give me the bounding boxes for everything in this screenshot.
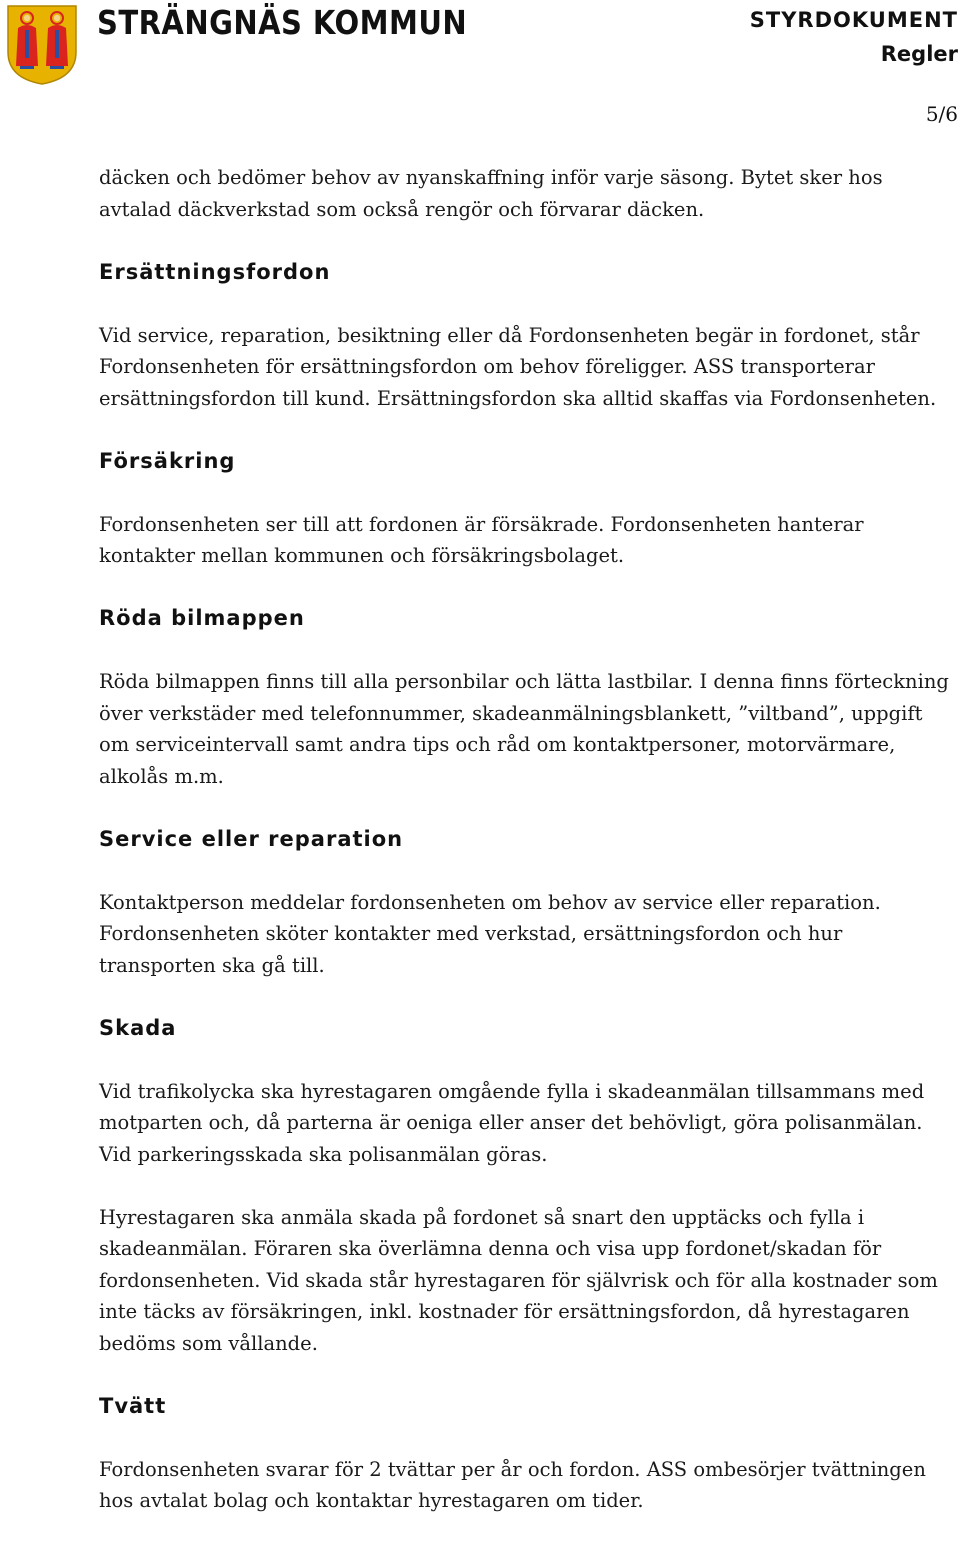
- section-paragraph: Röda bilmappen finns till alla personbilar och lätta lastbilar. I denna finns förteckning över verkstäder med telefonnummer, skadeanmälningsblankett, ”viltband”, uppgift om serviceintervall samt andra tips och råd om kontaktpersoner, motorvärmare, alkolås m.m.: [99, 670, 949, 788]
- section-heading: Tvätt: [99, 1393, 167, 1418]
- intro-paragraph: däcken och bedömer behov av nyanskaffning inför varje säsong. Bytet sker hos avtalad däckverkstad som också rengör och förvarar däcken.: [99, 166, 883, 221]
- document-subtype: Regler: [880, 42, 958, 66]
- section-forsakring: [99, 446, 957, 572]
- section-paragraph: Fordonsenheten ser till att fordonen är försäkrade. Fordonsenheten hanterar kontakter mellan kommunen och försäkringsbolaget.: [99, 512, 864, 567]
- org-name: STRÄNGNÄS KOMMUN: [97, 3, 468, 42]
- document-type: STYRDOKUMENT: [749, 8, 958, 32]
- section-roda-bilmappen: [99, 603, 957, 792]
- page-number: 5/6: [925, 102, 958, 126]
- section-heading: Service eller reparation: [99, 826, 404, 851]
- coat-of-arms-logo: [6, 4, 78, 86]
- section-heading: Skada: [99, 1015, 177, 1040]
- section-skada: [99, 1013, 957, 1360]
- section-tvatt: [99, 1391, 957, 1517]
- document-body: [99, 162, 957, 1517]
- section-heading: Försäkring: [99, 448, 236, 473]
- section-ersattningsfordon: [99, 257, 957, 415]
- section-paragraph: Hyrestagaren ska anmäla skada på fordonet så snart den upptäcks och fylla i skadeanmälan. Föraren ska överlämna denna och visa upp fordonet/skadan för fordonsenheten. Vid skada står hyrestagaren för självrisk och för alla kostnader som inte täcks av försäkringen, inkl. kostnader för ersättningsfordon, då hyrestagaren bedöms som vållande.: [99, 1205, 938, 1355]
- paragraph-spacer: [99, 1170, 957, 1202]
- section-heading: Röda bilmappen: [99, 606, 305, 630]
- section-paragraph: Vid service, reparation, besiktning eller då Fordonsenheten begär in fordonet, står Fordonsenheten för ersättningsfordon om behov föreligger. ASS transporterar ersättningsfordon till kund. Ersättningsfordon ska alltid skaffas via Fordonsenheten.: [99, 323, 937, 410]
- section-heading: Ersättningsfordon: [99, 259, 331, 284]
- section-paragraph: Kontaktperson meddelar fordonsenheten om behov av service eller reparation. Fordonsenheten sköter kontakter med verkstad, ersättningsfordon och hur transporten ska gå till.: [99, 890, 881, 977]
- section-paragraph: Fordonsenheten svarar för 2 tvättar per år och fordon. ASS ombesörjer tvättningen hos avtalat bolag och kontaktar hyrestagaren om tider.: [99, 1457, 926, 1512]
- section-service-eller-reparation: [99, 824, 957, 982]
- section-paragraph: Vid trafikolycka ska hyrestagaren omgående fylla i skadeanmälan tillsammans med motparten och, då parterna är oeniga eller anser det behövligt, göra polisanmälan. Vid parkeringsskada ska polisanmälan göras.: [99, 1079, 925, 1166]
